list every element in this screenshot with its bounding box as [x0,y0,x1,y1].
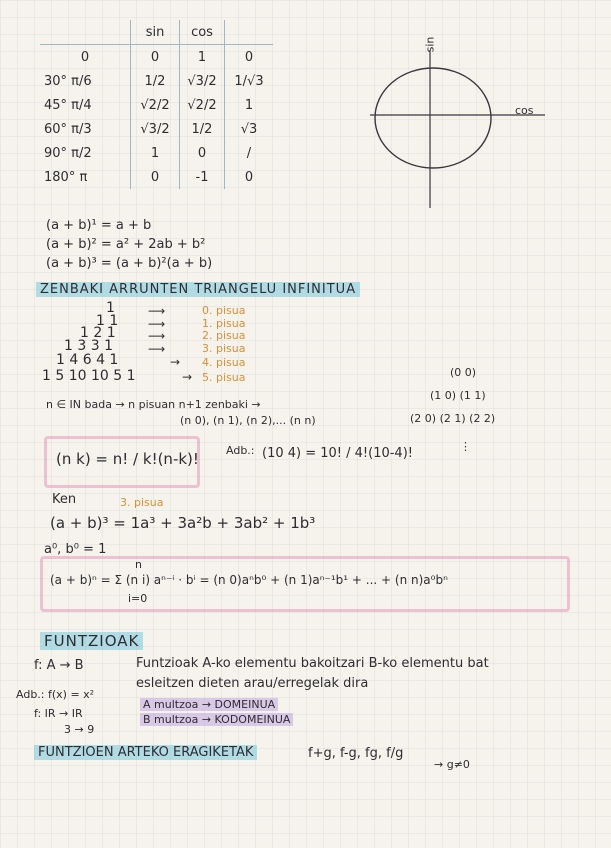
pascal-row: 1 4 6 4 1 [56,352,119,368]
function-notation: f: A → B [34,658,84,673]
zero-exponent-rule: a⁰, b⁰ = 1 [44,542,107,557]
example-formula: (10 4) = 10! / 4!(10-4)! [262,446,413,461]
cos-value: 1 [180,45,225,70]
cos-value: √3/2 [180,69,225,93]
tan-value: 1/√3 [225,69,274,93]
cos-axis-label: cos [515,104,534,117]
function-example-map: f: IR → IR [34,707,83,720]
operations-condition [434,758,470,771]
arrow-icon: → [434,758,444,771]
sin-value: √2/2 [131,93,180,117]
angle-label: 90° π/2 [44,145,92,161]
pascal-row: 1 2 1 [80,325,116,341]
general-formula: (a + b)ⁿ = Σ (n i) aⁿ⁻ⁱ · bⁱ = (n 0)aⁿb⁰ + (n 1)aⁿ⁻¹b¹ + ... + (n n)a⁰bⁿ [50,573,448,587]
arrow-icon: ⟶ [148,329,166,343]
funtzioak-title [40,632,143,650]
pascal-row: 1 5 10 10 5 1 [42,368,136,384]
pascal-row: 1 3 3 1 [64,338,113,354]
arrow-icon: → [182,370,193,384]
codomain-note [140,713,293,726]
side-binomial-row: (0 0) [450,366,477,379]
sin-value: 1/2 [131,69,180,93]
level-label: 5. pisua [202,371,246,384]
sin-value: 0 [131,165,180,189]
side-binomial-row: (2 0) (2 1) (2 2) [410,412,496,425]
domain-note [140,698,278,711]
trig-table [40,20,273,189]
arrow-icon: → [170,355,181,369]
sin-value: √3/2 [131,117,180,141]
level-label: 4. pisua [202,356,246,369]
pascal-row: 1 [106,300,115,316]
example-label: Adb.: [226,444,255,457]
binomial-3: (a + b)³ = (a + b)²(a + b) [46,256,213,271]
expansion-label: Ken [52,492,77,507]
level-label: 3. pisua [202,342,246,355]
sin-value: 0 [131,45,180,70]
function-example-value: 3 → 9 [64,723,95,736]
sum-lower-limit: i=0 [128,592,148,605]
operations-list: f+g, f-g, fg, f/g [308,746,404,761]
function-example: Adb.: f(x) = x² [16,688,95,701]
funtzioak-title-text: FUNTZIOAK [40,632,143,650]
function-definition-2: esleitzen dieten arau/erregelak dira [136,676,369,691]
header-cos: cos [180,20,225,45]
pascal-rule-list: (n 0), (n 1), (n 2),... (n n) [180,414,316,427]
pascal-title [36,282,360,297]
cos-value: 0 [180,141,225,165]
arrow-icon: ⟶ [148,317,166,331]
binomial-1: (a + b)¹ = a + b [46,218,152,233]
header-sin: sin [131,20,180,45]
cos-value: -1 [180,165,225,189]
arrow-icon: ⟶ [148,342,166,356]
expansion-example: (a + b)³ = 1a³ + 3a²b + 3ab² + 1b³ [50,514,316,532]
condition-text: g≠0 [446,758,470,771]
side-binomial-row: (1 0) (1 1) [430,389,486,402]
angle-label: 180° π [44,169,88,185]
expansion-note: 3. pisua [120,496,164,509]
domain-text: A multzoa → DOMEINUA [140,698,278,711]
tan-value: 0 [225,165,274,189]
tan-value: / [225,141,274,165]
level-label: 2. pisua [202,329,246,342]
angle-label: 45° π/4 [44,97,92,113]
operations-title [34,745,257,760]
side-binomial-dots: ⋮ [460,440,471,453]
unit-circle-diagram [360,40,550,215]
cos-value: √2/2 [180,93,225,117]
binomial-coefficient-formula: (n k) = n! / k!(n-k)! [56,450,199,468]
binomial-2: (a + b)² = a² + 2ab + b² [46,237,206,252]
level-label: 1. pisua [202,317,246,330]
operations-title-text: FUNTZIOEN ARTEKO ERAGIKETAK [34,745,257,760]
cos-value: 1/2 [180,117,225,141]
function-definition-1: Funtzioak A-ko elementu bakoitzari B-ko elementu bat [136,656,489,671]
sin-axis-label: sin [423,36,437,53]
tan-value: 1 [225,93,274,117]
angle-label: 0 [80,49,90,65]
pascal-row: 1 1 [96,313,119,329]
sum-upper-limit: n [135,558,142,571]
angle-label: 30° π/6 [44,73,92,89]
sin-value: 1 [131,141,180,165]
level-label: 0. pisua [202,304,246,317]
arrow-icon: ⟶ [148,304,166,318]
codomain-text: B multzoa → KODOMEINUA [140,713,293,726]
pascal-title-text: ZENBAKI ARRUNTEN TRIANGELU INFINITUA [36,282,360,297]
angle-label: 60° π/3 [44,121,92,137]
tan-value: 0 [225,45,274,70]
tan-value: √3 [225,117,274,141]
pascal-rule: n ∈ IN bada → n pisuan n+1 zenbaki → [46,398,261,411]
